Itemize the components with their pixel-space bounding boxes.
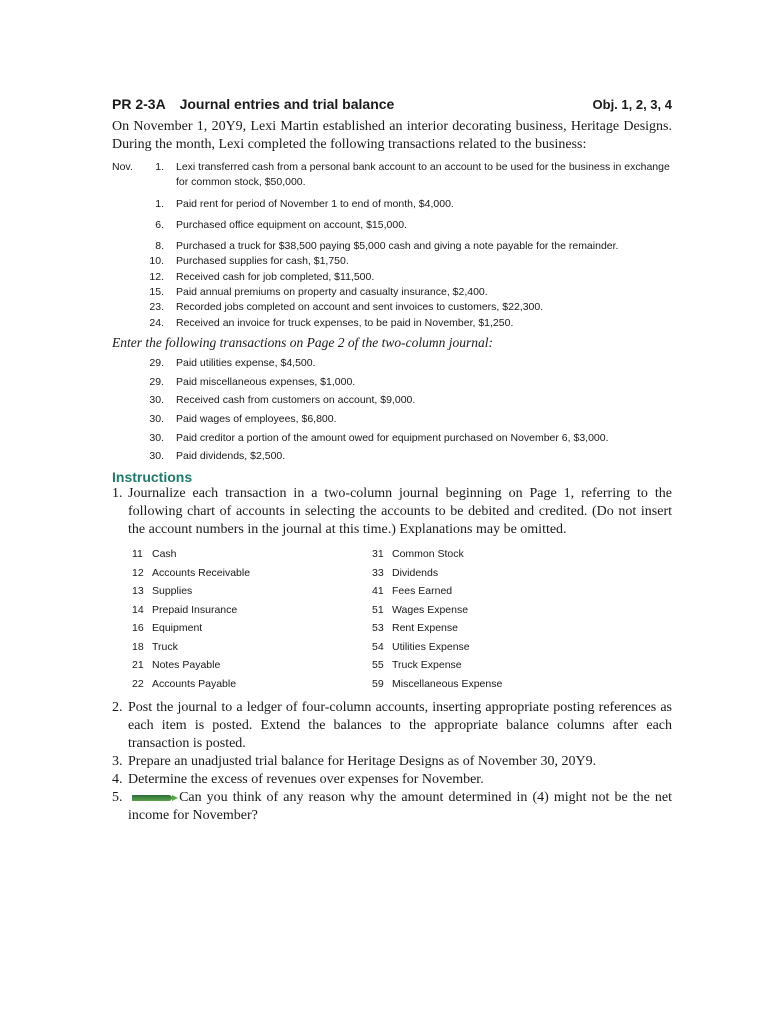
account-number: 54 <box>372 640 384 653</box>
account-name: Wages Expense <box>392 603 469 616</box>
transactions-page2 <box>112 354 672 466</box>
month-label <box>112 254 142 269</box>
transaction-row <box>112 316 672 331</box>
month-spacer <box>112 447 142 466</box>
transaction-row <box>112 391 672 410</box>
step-1 <box>112 485 672 539</box>
account-item <box>372 619 572 638</box>
transaction-text: Received cash from customers on account, $9,000. <box>176 394 416 407</box>
account-number: 14 <box>132 603 144 616</box>
account-name: Accounts Payable <box>152 677 237 690</box>
transaction-row <box>112 300 672 315</box>
transaction-row <box>112 254 672 269</box>
account-name: Prepaid Insurance <box>152 603 238 616</box>
account-name: Common Stock <box>392 548 464 561</box>
transaction-text: Received cash for job completed, $11,500. <box>176 270 375 283</box>
step-number: 3. <box>112 754 123 770</box>
step-number: 2. <box>112 700 123 716</box>
transaction-row <box>112 197 672 212</box>
account-number: 31 <box>372 548 384 561</box>
step-number: 5. <box>112 790 123 806</box>
account-number: 11 <box>132 548 143 561</box>
account-number: 33 <box>372 566 384 579</box>
transaction-text: Paid creditor a portion of the amount owed for equipment purchased on November 6, $3,000. <box>176 431 609 444</box>
month-label: Nov. <box>112 161 133 173</box>
account-item <box>132 638 372 657</box>
transaction-text: Purchased office equipment on account, $15,000. <box>176 218 407 231</box>
account-item <box>132 601 372 620</box>
account-number: 59 <box>372 677 384 690</box>
month-label <box>112 239 142 254</box>
step-4 <box>112 771 672 789</box>
step-3 <box>112 753 672 771</box>
month-label <box>112 285 142 300</box>
transaction-row <box>112 239 672 254</box>
account-item <box>372 582 572 601</box>
transaction-day: 8. <box>155 240 164 253</box>
problem-id: PR 2-3A <box>112 96 166 112</box>
step-2 <box>112 699 672 753</box>
instructions-heading: Instructions <box>112 469 193 486</box>
pencil-icon <box>132 795 172 801</box>
account-number: 12 <box>132 566 144 579</box>
transaction-row <box>112 160 672 191</box>
account-name: Dividends <box>392 566 439 579</box>
month-spacer <box>112 354 142 373</box>
account-item <box>132 656 372 675</box>
transaction-day: 10. <box>149 255 164 268</box>
transaction-day: 30. <box>149 431 164 444</box>
account-item <box>132 582 372 601</box>
transaction-day: 24. <box>149 316 164 329</box>
transaction-text: Paid annual premiums on property and casualty insurance, $2,400. <box>176 286 488 299</box>
account-item <box>372 656 572 675</box>
transaction-day: 1. <box>155 161 164 173</box>
month-label <box>112 300 142 315</box>
account-item <box>132 545 372 564</box>
transaction-row <box>112 429 672 448</box>
account-name: Utilities Expense <box>392 640 470 653</box>
account-name: Equipment <box>152 622 203 635</box>
step-number: 4. <box>112 772 123 788</box>
step-text: Journalize each transaction in a two-column journal beginning on Page 1, referring to the following chart of accounts in selecting the accounts to be debited and credited. (Do not insert the account numbers in the journal at this time.) Explanations may be omitted. <box>128 486 672 538</box>
objectives: Obj. 1, 2, 3, 4 <box>592 97 672 112</box>
step-text: Can you think of any reason why the amount determined in (4) might not be the net income for November? <box>128 790 673 824</box>
transaction-text: Paid dividends, $2,500. <box>176 450 286 463</box>
account-item <box>132 675 372 694</box>
transaction-day: 6. <box>155 218 164 231</box>
account-name: Fees Earned <box>392 585 453 598</box>
account-item <box>372 675 572 694</box>
transaction-row <box>112 373 672 392</box>
account-number: 51 <box>372 603 384 616</box>
problem-header <box>112 96 672 116</box>
month-spacer <box>112 391 142 410</box>
account-item <box>372 545 572 564</box>
account-item <box>132 564 372 583</box>
account-name: Truck Expense <box>392 659 462 672</box>
transaction-row <box>112 410 672 429</box>
account-name: Notes Payable <box>152 659 221 672</box>
step-5 <box>112 789 672 825</box>
account-name: Supplies <box>152 585 193 598</box>
month-label <box>112 197 142 212</box>
account-number: 13 <box>132 585 144 598</box>
transaction-text: Received an invoice for truck expenses, to be paid in November, $1,250. <box>176 316 514 329</box>
month-spacer <box>112 373 142 392</box>
account-number: 53 <box>372 622 384 635</box>
transaction-day: 30. <box>149 450 164 463</box>
month-spacer <box>112 410 142 429</box>
problem-title: Journal entries and trial balance <box>179 96 395 112</box>
step-text: Determine the excess of revenues over expenses for November. <box>128 772 484 788</box>
transaction-row <box>112 447 672 466</box>
transaction-row <box>112 270 672 285</box>
transaction-text: Purchased supplies for cash, $1,750. <box>176 255 349 268</box>
step-number: 1. <box>112 486 123 502</box>
account-number: 18 <box>132 640 144 653</box>
account-number: 21 <box>132 659 144 672</box>
transaction-row <box>112 354 672 373</box>
account-name: Accounts Receivable <box>152 566 251 579</box>
account-name: Cash <box>152 548 177 561</box>
transaction-text: Paid wages of employees, $6,800. <box>176 413 337 426</box>
month-label <box>112 270 142 285</box>
transaction-day: 1. <box>155 197 164 210</box>
transaction-day: 29. <box>149 356 164 369</box>
transaction-text: Paid utilities expense, $4,500. <box>176 356 316 369</box>
page2-instruction: Enter the following transactions on Page 2 of the two-column journal: <box>112 334 493 350</box>
month-label <box>112 316 142 331</box>
transaction-text: Recorded jobs completed on account and sent invoices to customers, $22,300. <box>176 301 544 314</box>
account-number: 41 <box>372 585 384 598</box>
coa-column-right <box>372 545 572 693</box>
account-number: 55 <box>372 659 384 672</box>
transaction-day: 15. <box>149 286 164 299</box>
transaction-row <box>112 285 672 300</box>
account-item <box>372 601 572 620</box>
account-name: Truck <box>152 640 178 653</box>
transaction-text: Paid miscellaneous expenses, $1,000. <box>176 375 356 388</box>
transactions-page1 <box>112 160 672 331</box>
transaction-text: Lexi transferred cash from a personal bank account to an account to be used for the business in exchange for common stock, $50,000. <box>176 161 670 189</box>
month-spacer <box>112 429 142 448</box>
transaction-row <box>112 218 672 233</box>
transaction-day: 29. <box>149 375 164 388</box>
account-item <box>132 619 372 638</box>
step-text: Prepare an unadjusted trial balance for Heritage Designs as of November 30, 20Y9. <box>128 754 597 770</box>
problem-intro: On November 1, 20Y9, Lexi Martin established an interior decorating business, Heritage Designs. During the month, Lexi completed the following transactions related to the business: <box>112 119 672 152</box>
problem-page <box>112 96 672 825</box>
account-name: Rent Expense <box>392 622 458 635</box>
account-name: Miscellaneous Expense <box>392 677 503 690</box>
coa-column-left <box>132 545 372 693</box>
chart-of-accounts <box>132 545 672 693</box>
account-item <box>372 564 572 583</box>
transaction-text: Purchased a truck for $38,500 paying $5,000 cash and giving a note payable for the remainder. <box>176 240 619 253</box>
account-number: 16 <box>132 622 144 635</box>
step-text: Post the journal to a ledger of four-column accounts, inserting appropriate posting references as each item is posted. Extend the balances to the appropriate balance columns after each transaction is posted. <box>128 700 672 752</box>
transaction-day: 12. <box>149 270 164 283</box>
transaction-day: 30. <box>149 413 164 426</box>
transaction-day: 30. <box>149 394 164 407</box>
month-label <box>112 218 142 233</box>
transaction-day: 23. <box>149 301 164 314</box>
account-number: 22 <box>132 677 144 690</box>
account-item <box>372 638 572 657</box>
transaction-text: Paid rent for period of November 1 to end of month, $4,000. <box>176 197 454 210</box>
